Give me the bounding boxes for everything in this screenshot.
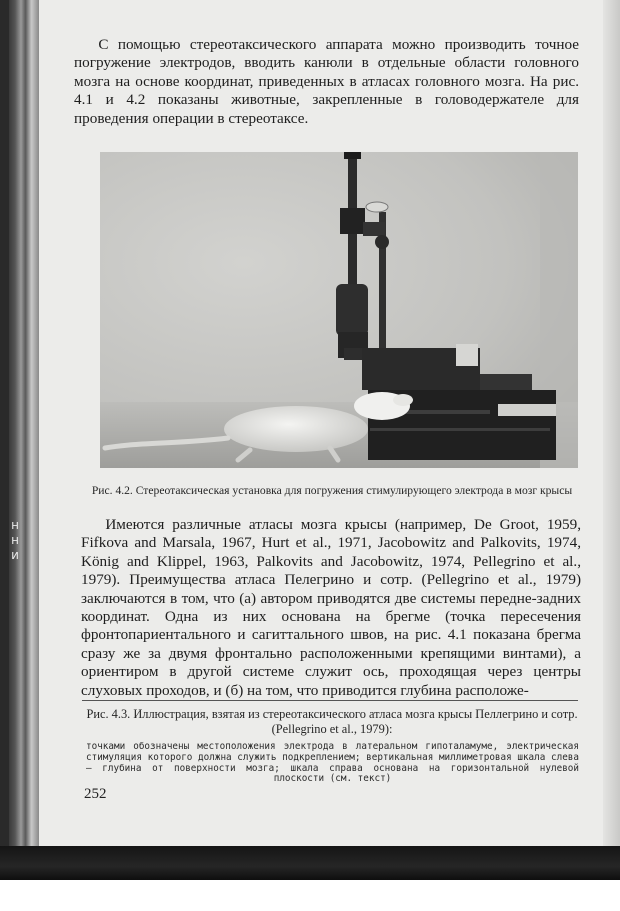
figure-caption: Рис. 4.2. Стереотаксическая установка для погружения стимулирующего электрода в мозг крысы	[91, 484, 573, 497]
page-right-shade	[603, 0, 620, 846]
edge-mark: и	[11, 548, 19, 562]
footnote-note: точками обозначены местоположения электрода в латеральном гипоталамуме, электрическая стимуляция которого должна служить подкреплением; вертикальная миллиметровая шкала слева — глубина от поверхности мозга; шкала справа основана на горизонтальной нулевой плоскости (см. текст)	[86, 741, 579, 785]
stereotaxic-apparatus-image	[100, 152, 578, 468]
page-edges	[9, 0, 39, 860]
book-spine	[0, 0, 9, 860]
paragraph-intro: С помощью стереотаксического аппарата можно производить точное погружение электродов, вводить канюли в отдельные области головного мозга на основе координат, приведенных в атласах головного мозга. На рис. 4.1 и 4.2 показаны животные, закрепленные в головодержателе для проведения операции в стереотаксе.	[74, 36, 579, 127]
stereotaxic-photo	[100, 152, 578, 468]
edge-mark: н	[11, 533, 19, 547]
edge-mark: н	[11, 518, 19, 532]
footnote-title: Рис. 4.3. Иллюстрация, взятая из стереотаксического атласа мозга крысы Пеллегрино и сотр. (Pellegrino et al., 1979):	[86, 707, 578, 736]
paragraph-main: Имеются различные атласы мозга крысы (например, De Groot, 1959, Fifkova and Marsala, 1967, Hurt et al., 1971, Jacobowitz and Palkovits, 1974, König and Klippel, 1963, Palkovits and Jacobowitz, 1974, Pellegrino et al., 1979). Преимущества атласа Пелегрино и сотр. (Pellegrino et al., 1979) заключаются в том, что (а) автором приводятся две системы передне-задних координат. Одна из них основана на брегме (точка пересечения фронтопариентального и сагиттального швов, на рис. 4.1 показана брегма сразу же за двумя фронтально расположенными крепящими винтами), а ориентиром в другой системе служит ось, проходящая через центры слуховых проходов, и (б) на том, что приводится глубина расположе-	[81, 516, 581, 699]
scan-bottom-band	[0, 846, 620, 911]
edge-marks	[9, 518, 21, 563]
scan-dark-edge	[0, 846, 620, 880]
footnote-divider	[82, 700, 578, 701]
page-number: 252	[84, 786, 107, 802]
